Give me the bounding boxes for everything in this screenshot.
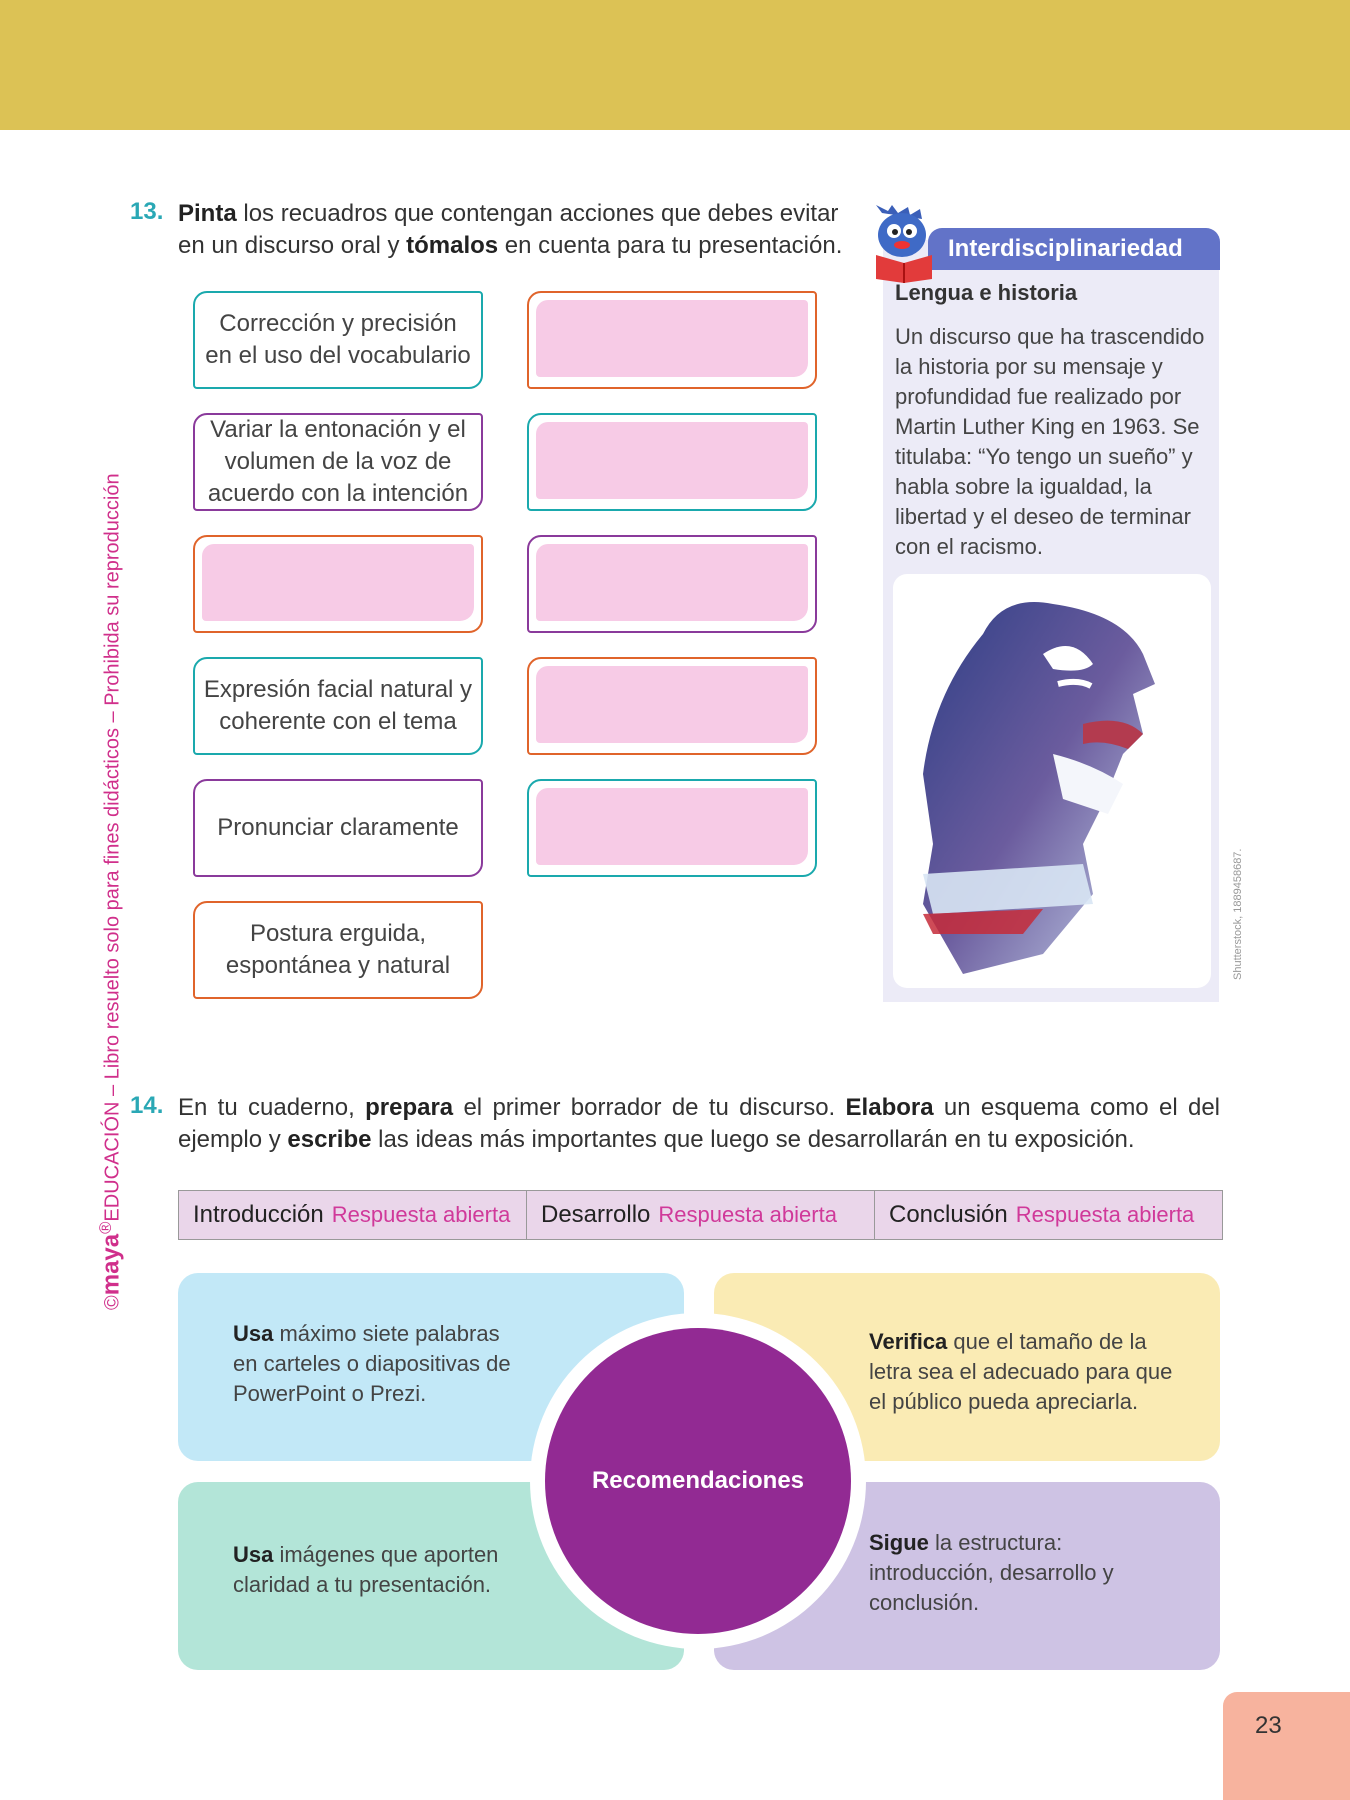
- card-painted[interactable]: [527, 779, 817, 877]
- scheme-answer: Respuesta abierta: [331, 1202, 511, 1227]
- card-intonation[interactable]: Variar la entonación y el volumen de la voz de acuerdo con la intención: [193, 413, 483, 511]
- card-painted[interactable]: [527, 413, 817, 511]
- card-pronunciation[interactable]: Pronunciar claramente: [193, 779, 483, 877]
- mlk-portrait-image: [893, 574, 1211, 988]
- page-number-tab: [1223, 1692, 1350, 1800]
- scheme-answer: Respuesta abierta: [1015, 1202, 1195, 1227]
- card-vocabulary[interactable]: Corrección y precisión en el uso del vocabulario: [193, 291, 483, 389]
- recommendation-words: Usa máximo siete palabras en carteles o diapositivas de PowerPoint o Prezi.: [178, 1273, 684, 1461]
- question-13-text: Pinta los recuadros que contengan acciones que debes evitar en un discurso oral y tómalos en cuenta para tu presentación.: [178, 200, 843, 259]
- speech-scheme-table: [178, 1190, 1223, 1240]
- interdisciplinary-subtitle: Lengua e historia: [895, 280, 1078, 305]
- interdisciplinary-text: Un discurso que ha trascendido la historia por su mensaje y profundidad fue realizado por Martin Luther King en 1963. Se titulaba: “Yo tengo un sueño” y habla sobre la igualdad, la libertad y el deseo de terminar con el racismo.: [895, 324, 1205, 559]
- card-facial-expression[interactable]: Expresión facial natural y coherente con el tema: [193, 657, 483, 755]
- copyright-side-text: ©maya®EDUCACIÓN – Libro resuelto solo para fines didácticos – Prohibida su reproducción: [96, 473, 125, 1310]
- brand-logo-text: maya: [97, 1233, 125, 1296]
- scheme-answer: Respuesta abierta: [658, 1202, 837, 1227]
- recommendation-images: Usa imágenes que aporten claridad a tu presentación.: [178, 1482, 684, 1670]
- card-painted[interactable]: [193, 535, 483, 633]
- scheme-cell-introduction: Introducción Respuesta abierta: [179, 1191, 527, 1239]
- recommendations-title: Recomendaciones: [545, 1328, 851, 1634]
- question-14-number: 14.: [130, 1092, 164, 1119]
- recommendation-letter-size: Verifica que el tamaño de la letra sea el adecuado para que el público pueda apreciarla.: [714, 1273, 1220, 1461]
- card-painted[interactable]: [527, 535, 817, 633]
- question-14-text: En tu cuaderno, prepara el primer borrador de tu discurso. Elabora un esquema como el del ejemplo y escribe las ideas más importantes que luego se desarrollarán en tu exposición.: [178, 1094, 1221, 1153]
- question-13-number: 13.: [130, 198, 164, 225]
- scheme-cell-conclusion: Conclusión Respuesta abierta: [889, 1201, 1195, 1228]
- mascot-reading-icon: [868, 205, 940, 283]
- recommendation-structure: Sigue la estructura: introducción, desarrollo y conclusión.: [714, 1482, 1220, 1670]
- photo-credit: Shutterstock, 1889458687.: [1232, 848, 1244, 980]
- card-painted[interactable]: [527, 291, 817, 389]
- scheme-cell-development: Desarrollo Respuesta abierta: [527, 1191, 875, 1239]
- page-number: 23: [1255, 1712, 1282, 1739]
- card-posture[interactable]: Postura erguida, espontánea y natural: [193, 901, 483, 999]
- card-painted[interactable]: [527, 657, 817, 755]
- interdisciplinary-header: Interdisciplinariedad: [928, 228, 1220, 270]
- top-color-band: [0, 0, 1350, 130]
